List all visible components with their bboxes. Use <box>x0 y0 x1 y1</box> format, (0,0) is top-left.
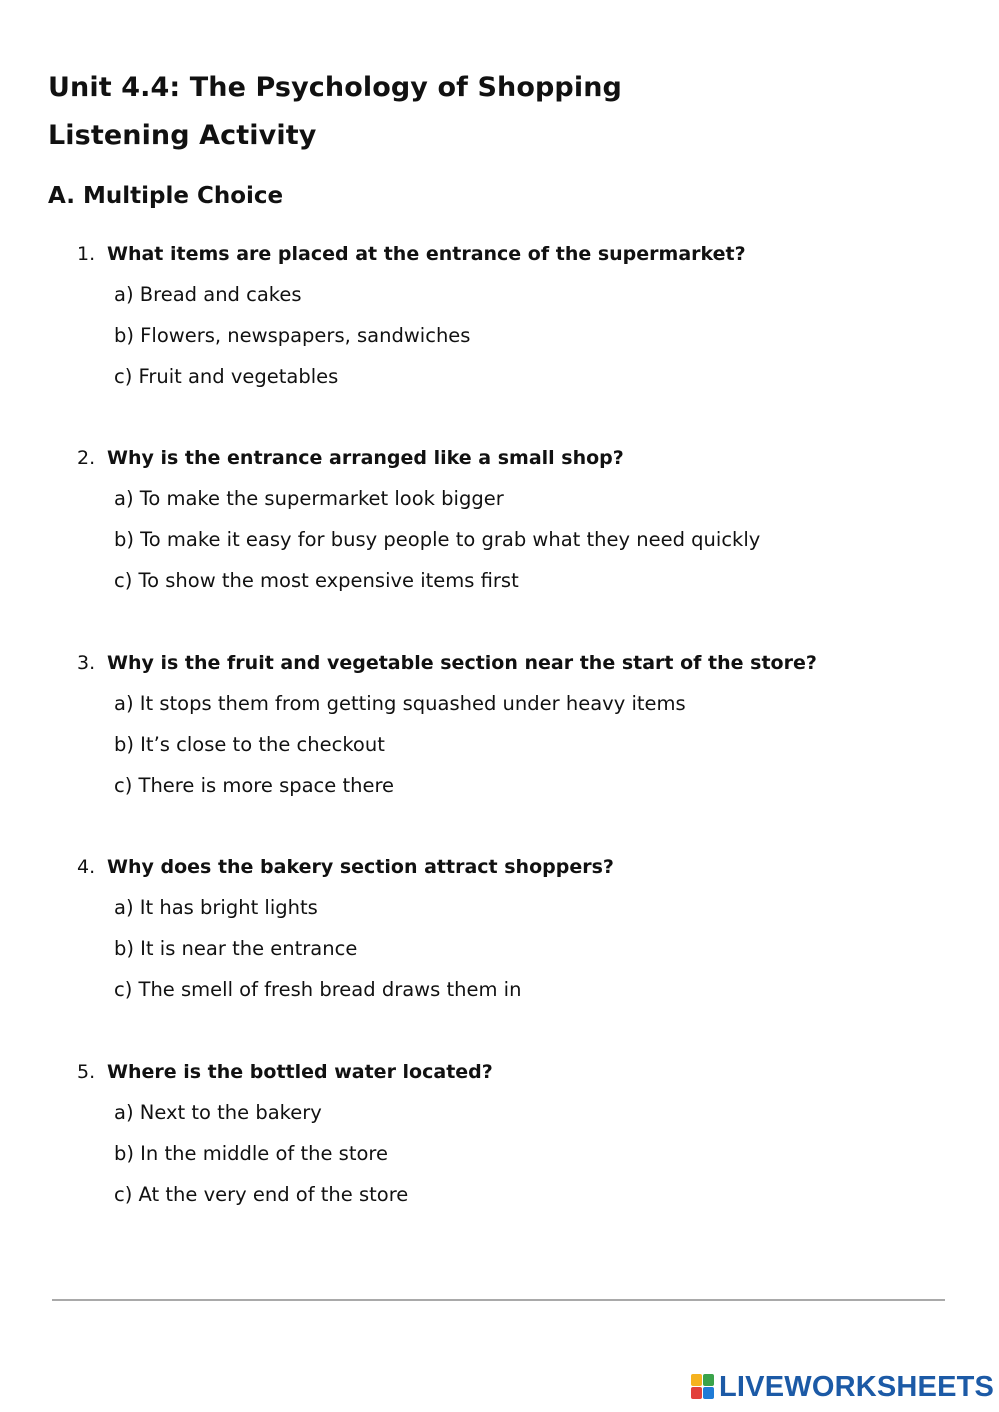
option-c[interactable]: c) The smell of fresh bread draws them in <box>114 978 522 1001</box>
question-number: 4. <box>77 856 96 878</box>
question-number: 1. <box>77 243 96 265</box>
option-a[interactable]: a) To make the supermarket look bigger <box>114 487 504 510</box>
page-subtitle: Listening Activity <box>48 120 317 151</box>
option-c[interactable]: c) At the very end of the store <box>114 1183 409 1206</box>
option-b[interactable]: b) It’s close to the checkout <box>114 733 385 756</box>
option-b[interactable]: b) To make it easy for busy people to grab what they need quickly <box>114 528 761 551</box>
question-text: Where is the bottled water located? <box>107 1061 493 1083</box>
question-number: 3. <box>77 652 96 674</box>
section-heading: A. Multiple Choice <box>48 183 284 209</box>
option-a[interactable]: a) It stops them from getting squashed under heavy items <box>114 692 686 715</box>
option-b[interactable]: b) Flowers, newspapers, sandwiches <box>114 324 471 347</box>
question-text: Why does the bakery section attract shoppers? <box>107 856 614 878</box>
logo-text: LIVEWORKSHEETS <box>719 1371 995 1403</box>
option-a[interactable]: a) Bread and cakes <box>114 283 302 306</box>
liveworksheets-logo-icon <box>691 1374 715 1400</box>
option-c[interactable]: c) To show the most expensive items first <box>114 569 519 592</box>
footer-divider <box>52 1299 945 1301</box>
option-b[interactable]: b) It is near the entrance <box>114 937 358 960</box>
option-a[interactable]: a) It has bright lights <box>114 896 318 919</box>
question-text: Why is the entrance arranged like a small shop? <box>107 447 624 469</box>
option-c[interactable]: c) There is more space there <box>114 774 395 797</box>
question-number: 5. <box>77 1061 96 1083</box>
option-b[interactable]: b) In the middle of the store <box>114 1142 388 1165</box>
question-text: What items are placed at the entrance of the supermarket? <box>107 243 746 265</box>
question-number: 2. <box>77 447 96 469</box>
page-title: Unit 4.4: The Psychology of Shopping <box>48 72 622 103</box>
option-c[interactable]: c) Fruit and vegetables <box>114 365 339 388</box>
option-a[interactable]: a) Next to the bakery <box>114 1101 322 1124</box>
question-text: Why is the fruit and vegetable section near the start of the store? <box>107 652 817 674</box>
